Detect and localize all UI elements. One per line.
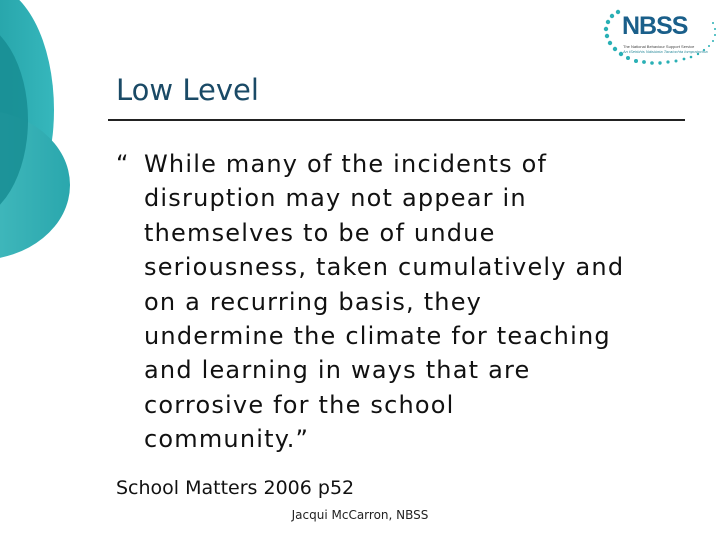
nbss-logo <box>596 4 720 70</box>
quote-text: While many of the incidents of disruption may not appear in themselves to be of undue seriousness, taken cumulatively and on a recurring basis, they undermine the climate for teaching and learning in ways that are corrosive for the school community.” <box>144 150 625 454</box>
slide-title: Low Level <box>116 73 259 107</box>
slide-footer: Jacqui McCarron, NBSS <box>291 508 429 522</box>
logo-name: NBSS <box>622 12 688 40</box>
logo-tagline-irish: An tSeirbhís Náisiúnta Tacaíochta Iompraíochta <box>623 49 708 54</box>
logo-tagline: The National Behaviour Support Service <box>623 44 695 49</box>
quote-block <box>116 147 706 457</box>
quote-source: School Matters 2006 p52 <box>116 477 355 499</box>
title-divider <box>108 119 685 121</box>
quote-mark: “ <box>116 150 130 178</box>
side-decoration <box>0 0 80 260</box>
